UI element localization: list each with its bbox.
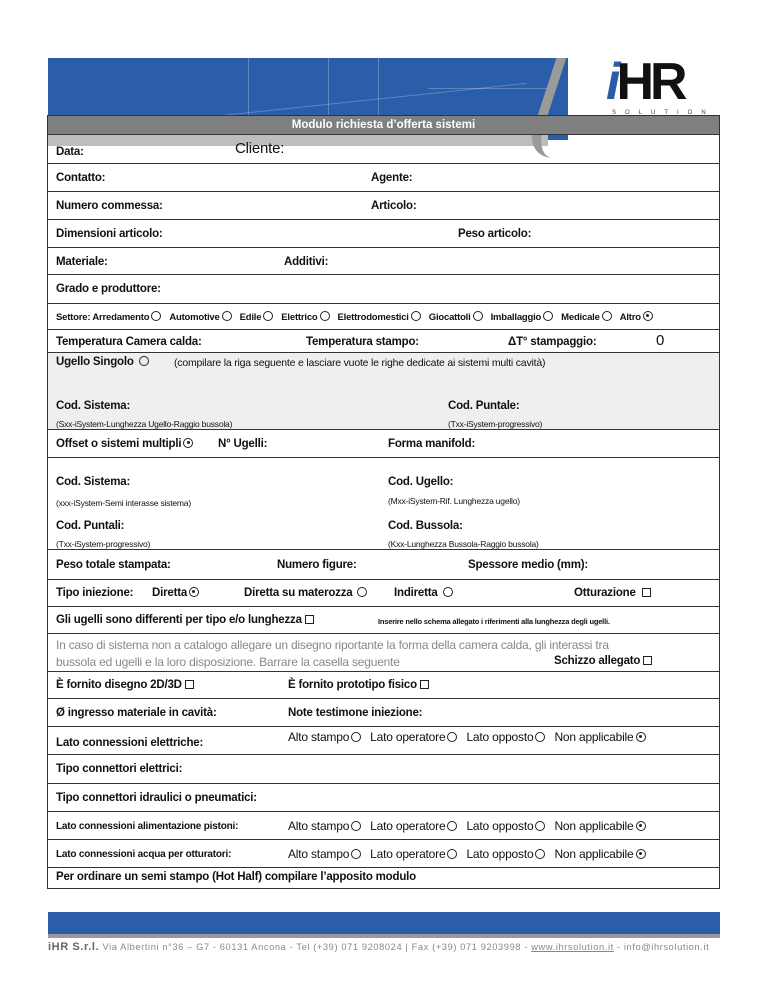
cod-puntale-hint: (Txx-iSystem-progressivo) <box>448 419 543 429</box>
footer-banner <box>48 912 720 936</box>
radio-icon[interactable] <box>443 587 453 597</box>
hot-half-note: Per ordinare un semi stampo (Hot Half) compilare l’apposito modulo <box>56 871 416 883</box>
radio-icon[interactable] <box>151 311 161 321</box>
radio-icon[interactable] <box>447 732 457 742</box>
checkbox-icon[interactable] <box>420 680 429 689</box>
ugelli-diff-note: Inserire nello schema allegato i riferimenti alla lunghezza degli ugelli. <box>378 617 610 626</box>
cod-ugello-hint: (Mxx-iSystem-Rif. Lunghezza ugello) <box>388 496 520 506</box>
offset-option[interactable]: Offset o sistemi multipli <box>56 438 193 450</box>
offer-request-form <box>47 115 720 889</box>
numero-commessa-label: Numero commessa: <box>56 200 163 212</box>
peso-label: Peso articolo: <box>458 228 532 240</box>
catalogo-note-1: In caso di sistema non a catalogo allegare un disegno riportante la forma della camera calda, gli interassi tra <box>56 638 609 652</box>
grado-label: Grado e produttore: <box>56 283 161 295</box>
cliente-label: Cliente: <box>235 140 285 157</box>
ugello-singolo-note: (compilare la riga seguente e lasciare vuote le righe dedicate ai sistemi multi cavità) <box>174 357 546 369</box>
radio-checked-icon[interactable] <box>636 849 646 859</box>
radio-icon[interactable] <box>473 311 483 321</box>
cod-puntali-hint: (Txx-iSystem-progressivo) <box>56 539 151 549</box>
ugello-singolo-option[interactable]: Ugello Singolo <box>56 356 149 368</box>
company-logo: iHR <box>606 53 684 111</box>
dimensioni-label: Dimensioni articolo: <box>56 228 163 240</box>
materiale-label: Materiale: <box>56 256 108 268</box>
lato-pistoni-options <box>288 819 646 833</box>
option-lato-opposto[interactable]: Lato opposto <box>466 847 545 861</box>
radio-icon[interactable] <box>535 732 545 742</box>
option-non-applicabile[interactable]: Non applicabile <box>554 730 645 744</box>
radio-icon[interactable] <box>351 821 361 831</box>
ugelli-diff-option[interactable]: Gli ugelli sono differenti per tipo e/o lunghezza <box>56 614 314 626</box>
agente-label: Agente: <box>371 172 413 184</box>
peso-stampata-label: Peso totale stampata: <box>56 559 171 571</box>
cod-puntali-label: Cod. Puntali: <box>56 520 125 532</box>
lato-acqua-options <box>288 847 646 861</box>
numero-figure-label: Numero figure: <box>277 559 357 571</box>
disegno-option[interactable]: È fornito disegno 2D/3D <box>56 679 194 691</box>
radio-icon[interactable] <box>351 849 361 859</box>
additivi-label: Additivi: <box>284 256 329 268</box>
radio-icon[interactable] <box>447 821 457 831</box>
radio-icon[interactable] <box>222 311 232 321</box>
temp-camera-label: Temperatura Camera calda: <box>56 336 202 348</box>
lato-elettriche-options <box>288 730 646 744</box>
radio-checked-icon[interactable] <box>636 821 646 831</box>
radio-checked-icon[interactable] <box>643 311 653 321</box>
delta-t-value: 0 <box>656 332 665 349</box>
articolo-label: Articolo: <box>371 200 417 212</box>
radio-icon[interactable] <box>602 311 612 321</box>
radio-icon[interactable] <box>543 311 553 321</box>
option-non-applicabile[interactable]: Non applicabile <box>554 847 645 861</box>
diretta-option[interactable]: Diretta <box>152 587 199 599</box>
tipo-iniezione-label: Tipo iniezione: <box>56 587 134 599</box>
radio-icon[interactable] <box>351 732 361 742</box>
logo-subtitle: SOLUTION <box>612 110 715 116</box>
cod-bussola-label: Cod. Bussola: <box>388 520 463 532</box>
option-non-applicabile[interactable]: Non applicabile <box>554 819 645 833</box>
data-label: Data: <box>56 146 84 158</box>
catalogo-note-2: bussola ed ugelli e la loro disposizione. Barrare la casella seguente <box>56 655 400 669</box>
ingresso-label: Ø ingresso materiale in cavità: <box>56 707 217 719</box>
schizzo-option[interactable]: Schizzo allegato <box>554 655 652 667</box>
contatto-label: Contatto: <box>56 172 106 184</box>
otturazione-option[interactable]: Otturazione <box>574 587 651 599</box>
footer-website-link[interactable]: www.ihrsolution.it <box>531 942 614 952</box>
n-ugelli-label: N° Ugelli: <box>218 438 268 450</box>
settore-elettrico[interactable]: Elettrico <box>281 311 329 323</box>
option-alto-stampo[interactable]: Alto stampo <box>288 847 361 861</box>
cod-sistema-hint: (Sxx-iSystem-Lunghezza Ugello-Raggio bussola) <box>56 419 233 429</box>
radio-icon[interactable] <box>263 311 273 321</box>
settore-elettrodomestici[interactable]: Elettrodomestici <box>338 311 421 323</box>
forma-manifold-label: Forma manifold: <box>388 438 476 450</box>
settore-edile[interactable]: Edile <box>240 311 274 323</box>
tipo-idraulici-label: Tipo connettori idraulici o pneumatici: <box>56 792 257 804</box>
settore-arredamento[interactable]: Settore: Arredamento <box>56 311 161 323</box>
settore-automotive[interactable]: Automotive <box>169 311 231 323</box>
tipo-elettrici-label: Tipo connettori elettrici: <box>56 763 183 775</box>
radio-icon[interactable] <box>320 311 330 321</box>
footer-stripe <box>48 934 720 938</box>
footer <box>48 941 709 953</box>
note-testimone-label: Note testimone iniezione: <box>288 707 423 719</box>
lato-pistoni-label: Lato connessioni alimentazione pistoni: <box>56 821 239 832</box>
radio-icon[interactable] <box>411 311 421 321</box>
option-lato-opposto[interactable]: Lato opposto <box>466 730 545 744</box>
radio-checked-icon[interactable] <box>189 587 199 597</box>
option-alto-stampo[interactable]: Alto stampo <box>288 730 361 744</box>
radio-icon[interactable] <box>447 849 457 859</box>
checkbox-icon[interactable] <box>643 656 652 665</box>
radio-icon[interactable] <box>357 587 367 597</box>
radio-checked-icon[interactable] <box>183 438 193 448</box>
option-lato-operatore[interactable]: Lato operatore <box>370 730 457 744</box>
radio-icon[interactable] <box>535 821 545 831</box>
option-lato-operatore[interactable]: Lato operatore <box>370 847 457 861</box>
materozza-option[interactable]: Diretta su materozza <box>244 587 367 599</box>
cod-ugello-label: Cod. Ugello: <box>388 476 454 488</box>
lato-acqua-label: Lato connessioni acqua per otturatori: <box>56 849 232 860</box>
settore-medicale[interactable]: Medicale <box>561 311 612 323</box>
radio-checked-icon[interactable] <box>636 732 646 742</box>
cod-bussola-hint: (Kxx-Lunghezza Bussola-Raggio bussola) <box>388 539 539 549</box>
lato-elettriche-label: Lato connessioni elettriche: <box>56 737 204 749</box>
cod-sistema-label: Cod. Sistema: <box>56 400 131 412</box>
temp-stampo-label: Temperatura stampo: <box>306 336 419 348</box>
settore-options <box>56 311 653 323</box>
indiretta-option[interactable]: Indiretta <box>394 587 453 599</box>
radio-icon[interactable] <box>139 356 149 366</box>
option-alto-stampo[interactable]: Alto stampo <box>288 819 361 833</box>
offset-cod-sistema-label: Cod. Sistema: <box>56 476 131 488</box>
settore-imballaggio[interactable]: Imballaggio <box>491 311 554 323</box>
checkbox-icon[interactable] <box>185 680 194 689</box>
offset-cod-sistema-hint: (xxx-iSystem-Semi interasse sistema) <box>56 498 191 508</box>
settore-altro[interactable]: Altro <box>620 311 653 323</box>
footer-company: iHR S.r.l. <box>48 941 100 953</box>
radio-icon[interactable] <box>535 849 545 859</box>
option-lato-opposto[interactable]: Lato opposto <box>466 819 545 833</box>
option-lato-operatore[interactable]: Lato operatore <box>370 819 457 833</box>
cod-puntale-label: Cod. Puntale: <box>448 400 520 412</box>
spessore-label: Spessore medio (mm): <box>468 559 588 571</box>
form-title: Modulo richiesta d’offerta sistemi <box>48 116 719 134</box>
checkbox-icon[interactable] <box>305 615 314 624</box>
footer-address: Via Albertini n°36 – G7 - 60131 Ancona - Tel (+39) 071 9208024 | Fax (+39) 071 9203998 - <box>102 942 528 952</box>
prototipo-option[interactable]: È fornito prototipo fisico <box>288 679 429 691</box>
delta-t-label: ΔT° stampaggio: <box>508 336 597 348</box>
footer-email[interactable]: - info@ihrsolution.it <box>617 942 710 952</box>
checkbox-icon[interactable] <box>642 588 651 597</box>
settore-giocattoli[interactable]: Giocattoli <box>429 311 483 323</box>
